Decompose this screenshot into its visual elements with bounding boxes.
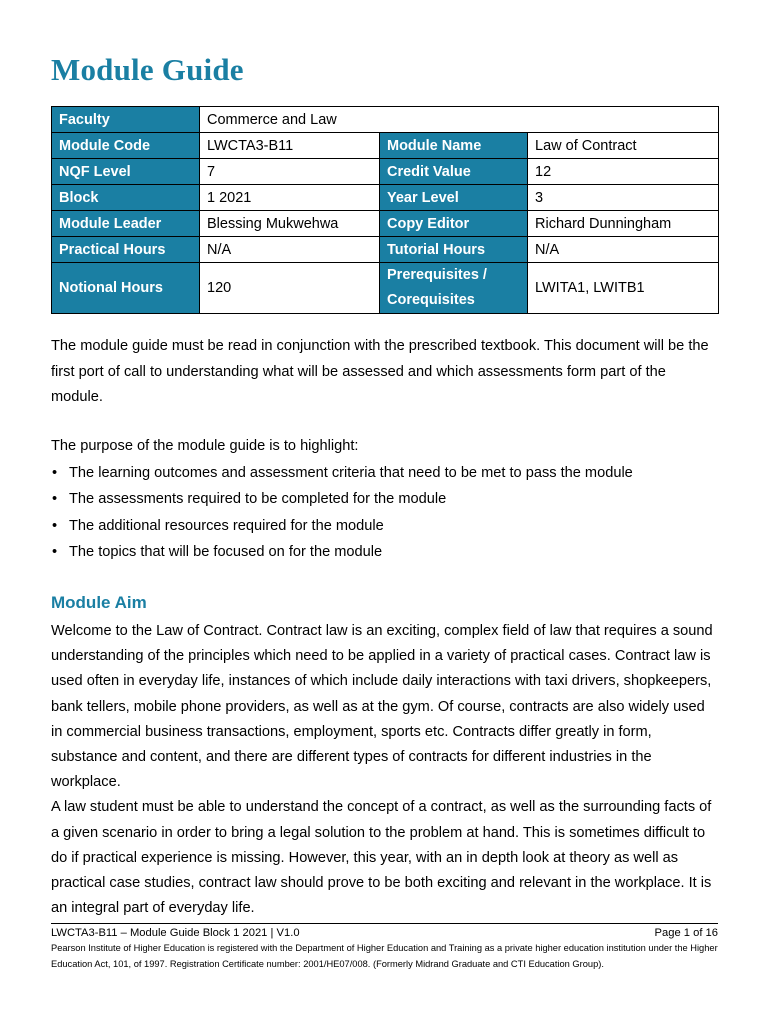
list-item: • The assessments required to be completed for the module	[51, 486, 633, 512]
practical-hours-value: N/A	[200, 237, 380, 263]
page-footer	[51, 923, 718, 972]
year-level-label: Year Level	[380, 185, 528, 211]
prerequisites-label-line-1: Prerequisites /	[387, 267, 487, 283]
credit-value-label: Credit Value	[380, 159, 528, 185]
footer-line	[51, 927, 718, 939]
prerequisites-label	[380, 263, 528, 314]
table-row	[52, 237, 719, 263]
nqf-level-label: NQF Level	[52, 159, 200, 185]
credit-value-value: 12	[528, 159, 719, 185]
tutorial-hours-value: N/A	[528, 237, 719, 263]
module-code-value: LWCTA3-B11	[200, 133, 380, 159]
module-name-label: Module Name	[380, 133, 528, 159]
list-item: • The topics that will be focused on for the module	[51, 539, 633, 565]
purpose-list	[51, 460, 633, 566]
purpose-paragraph: The purpose of the module guide is to highlight:	[51, 438, 359, 454]
module-aim-heading: Module Aim	[51, 593, 147, 612]
footer-registration-note: Pearson Institute of Higher Education is registered with the Department of Higher Education and Training as a private higher education institution under the Higher Education Act, 101, of 1997. Registration Certificate number: 2001/HE07/008. (Formerly Midrand Graduate and CTI Education Group).	[51, 943, 718, 969]
block-value: 1 2021	[200, 185, 380, 211]
tutorial-hours-label: Tutorial Hours	[380, 237, 528, 263]
faculty-value: Commerce and Law	[200, 107, 719, 133]
intro-paragraph: The module guide must be read in conjunction with the prescribed textbook. This document will be the first port of call to understanding what will be assessed and which assessments form part of the module.	[51, 338, 709, 405]
module-leader-value: Blessing Mukwehwa	[200, 211, 380, 237]
page-title: Module Guide	[51, 52, 244, 87]
practical-hours-label: Practical Hours	[52, 237, 200, 263]
notional-hours-value: 120	[200, 263, 380, 314]
module-name-value: Law of Contract	[528, 133, 719, 159]
footer-doc-ref: LWCTA3-B11 – Module Guide Block 1 2021 | V1.0	[51, 927, 300, 939]
table-row	[52, 159, 719, 185]
year-level-value: 3	[528, 185, 719, 211]
aim-paragraph-1: Welcome to the Law of Contract. Contract law is an exciting, complex field of law that requires a sound understanding of the principles which need to be applied in a variety of practical cases. Contract law is used often in everyday life, instances of which include daily interactions with taxi drivers, shopkeepers, bank tellers, mobile phone providers, as well as at the gym. Of course, contracts are also widely used in commercial business transactions, employment, sports etc. Contracts differ greatly in form, substance and content, and there are different types of contracts for different industries in the workplace.	[51, 623, 713, 791]
module-code-label: Module Code	[52, 133, 200, 159]
aim-paragraph-2: A law student must be able to understand the concept of a contract, as well as the surrounding facts of a given scenario in order to bring a legal solution to the problem at hand. This is sometimes difficult to do if practical experience is missing. However, this year, with an in depth look at theory as well as practical case studies, contract law should prove to be both exciting and relevant in the workplace. It is an integral part of everyday life.	[51, 799, 712, 917]
module-info-table	[51, 106, 719, 314]
block-label: Block	[52, 185, 200, 211]
list-item: • The learning outcomes and assessment criteria that need to be met to pass the module	[51, 460, 633, 486]
module-leader-label: Module Leader	[52, 211, 200, 237]
footer-page-number: Page 1 of 16	[654, 927, 718, 939]
faculty-label: Faculty	[52, 107, 200, 133]
copy-editor-value: Richard Dunningham	[528, 211, 719, 237]
nqf-level-value: 7	[200, 159, 380, 185]
table-row	[52, 107, 719, 133]
table-row	[52, 133, 719, 159]
copy-editor-label: Copy Editor	[380, 211, 528, 237]
notional-hours-label: Notional Hours	[52, 263, 200, 314]
list-item: • The additional resources required for the module	[51, 513, 633, 539]
module-aim-body	[51, 619, 718, 921]
table-row	[52, 185, 719, 211]
table-row	[52, 263, 719, 314]
prerequisites-label-line-2: Corequisites	[387, 292, 475, 308]
prerequisites-value: LWITA1, LWITB1	[528, 263, 719, 314]
table-row	[52, 211, 719, 237]
